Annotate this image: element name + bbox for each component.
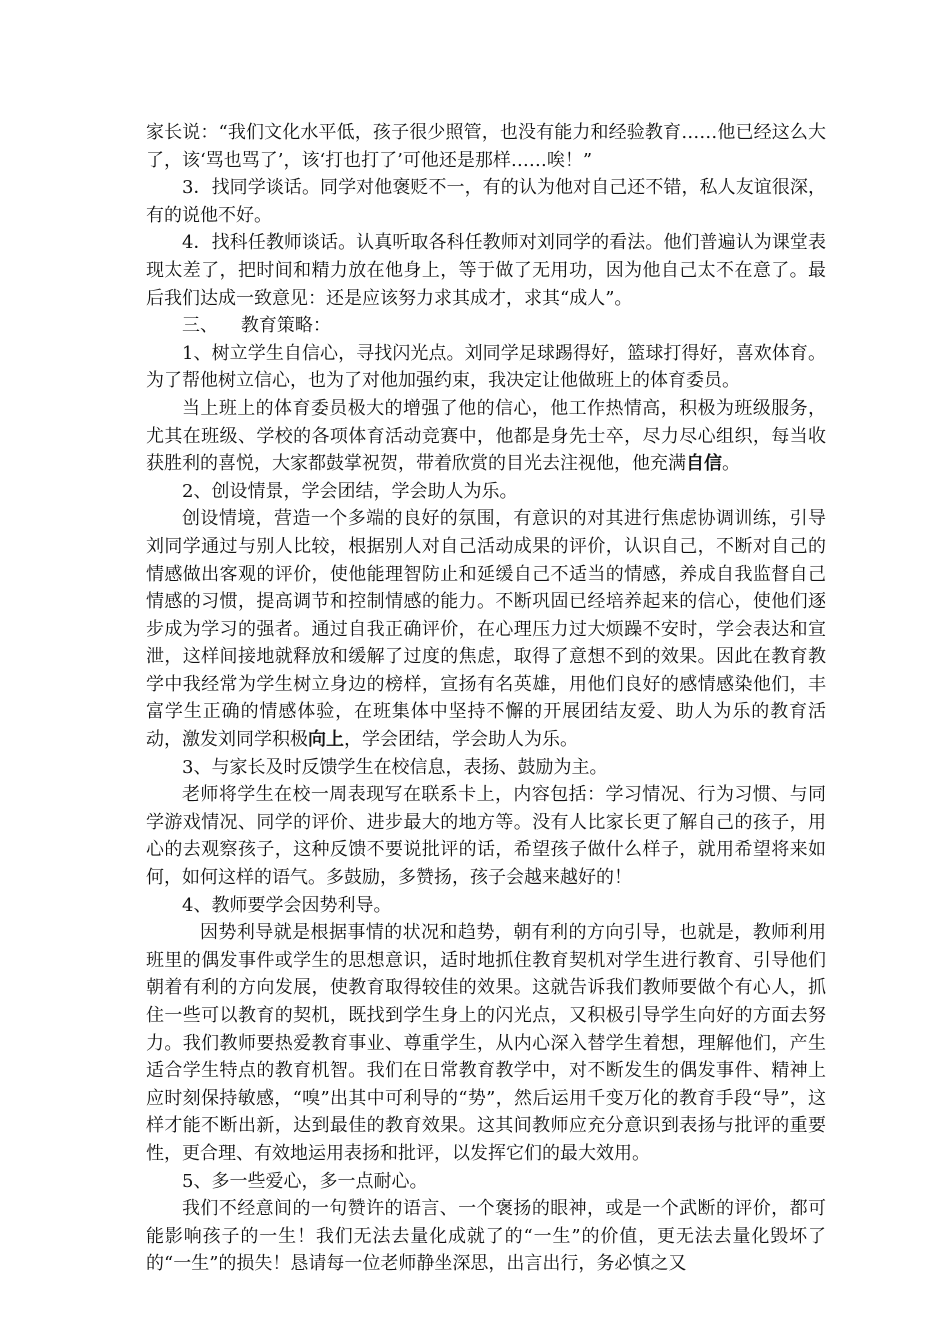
bold-word: 自信 bbox=[686, 453, 722, 475]
paragraph-contact-card: 老师将学生在校一周表现写在联系卡上，内容包括：学习情况、行为习惯、与同学游戏情况、同学的评价、进步最大的地方等。没有人比家长更了解自己的孩子，用心的去观察孩子，这种反馈不要说批评的话，希望孩子做什么样子，就用希望将来如何，如何这样的语气。多鼓励，多赞扬，孩子会越来越好的！ bbox=[146, 784, 826, 889]
paragraph-text-end: 。 bbox=[722, 453, 740, 475]
paragraph-parent-quote: 家长说：“我们文化水平低，孩子很少照管，也没有能力和经验教育……他已经这么大了，该‘骂也骂了’，该‘打也打了’可他还是那样……唉！” bbox=[146, 122, 826, 171]
paragraph-guidance: 因势利导就是根据事情的状况和趋势，朝有利的方向引导，也就是，教师利用班里的偶发事件或学生的思想意识，适时地抓住教育契机对学生进行教育、引导他们朝着有利的方向发展，使教育取得较佳的效果。这就告诉我们教师要做个有心人，抓住一些可以教育的契机，既找到学生身上的闪光点，又积极引导学生向好的方面去努力。我们教师要热爱教育事业、尊重学生，从内心深入替学生着想，理解他们，产生适合学生特点的教育机智。我们在日常教育教学中，对不断发生的偶发事件、精神上应时刻保持敏感，“嗅”出其中可利导的“势”，然后运用千变万化的教育手段“导”，这样才能不断出新，达到最佳的教育效果。这其间教师应充分意识到表扬与批评的重要性，更合理、有效地运用表扬和批评，以发挥它们的最大效用。 bbox=[146, 922, 826, 1164]
strategy-4-heading: 4、教师要学会因势利导。 bbox=[182, 894, 392, 916]
document-body bbox=[146, 119, 826, 1278]
paragraph-talk-classmates: 3．找同学谈话。同学对他褒贬不一，有的认为他对自己还不错，私人友谊很深，有的说他不好。 bbox=[146, 177, 826, 226]
strategy-3-heading: 3、与家长及时反馈学生在校信息，表扬、鼓励为主。 bbox=[182, 756, 608, 778]
paragraph-sports-committee bbox=[146, 395, 826, 478]
section-heading-strategy: 三、 教育策略： bbox=[182, 315, 331, 337]
paragraph-love-patience: 我们不经意间的一句赞许的语言、一个褒扬的眼神，或是一个武断的评价，都可能影响孩子的一生！我们无法去量化成就了的“一生”的价值，更无法去量化毁坏了的“一生”的损失！恳请每一位老师静坐深思，出言出行，务必慎之又 bbox=[146, 1198, 826, 1275]
strategy-2-heading: 2、创设情景，学会团结，学会助人为乐。 bbox=[182, 480, 518, 502]
paragraph-talk-teachers: 4．找科任教师谈话。认真听取各科任教师对刘同学的看法。他们普遍认为课堂表现太差了，把时间和精力放在他身上，等于做了无用功，因为他自己太不在意了。最后我们达成一致意见：还是应该努力求其成才，求其“成人”。 bbox=[146, 232, 826, 309]
paragraph-text: 当上班上的体育委员极大的增强了他的信心，他工作热情高，积极为班级服务，尤其在班级、学校的各项体育活动竞赛中，他都是身先士卒，尽力尽心组织，每当收获胜利的喜悦，大家都鼓掌祝贺，带着欣赏的目光去注视他，他充满 bbox=[146, 397, 826, 475]
strategy-5-heading: 5、多一些爱心，多一点耐心。 bbox=[182, 1170, 428, 1192]
paragraph-text: 创设情境，营造一个多端的良好的氛围，有意识的对其进行焦虑协调训练，引导刘同学通过与别人比较，根据别人对自己活动成果的评价，认识自己，不断对自己的情感做出客观的评价，使他能理智防止和延缓自己不适当的情感，养成自我监督自己情感的习惯，提高调节和控制情感的能力。不断巩固已经培养起来的信心，使他们逐步成为学习的强者。通过自我正确评价，在心理压力过大烦躁不安时，学会表达和宣泄，这样间接地就释放和缓解了过度的焦虑，取得了意想不到的效果。因此在教育教学中我经常为学生树立身边的榜样，宣扬有名英雄，用他们良好的感情感染他们，丰富学生正确的情感体验，在班集体中坚持不懈的开展团结友爱、助人为乐的教育活动，激发刘同学积极 bbox=[146, 508, 826, 751]
strategy-1-heading: 1、树立学生自信心，寻找闪光点。刘同学足球踢得好，篮球打得好，喜欢体育。为了帮他树立信心，也为了对他加强约束，我决定让他做班上的体育委员。 bbox=[146, 342, 826, 392]
bold-word: 向上 bbox=[308, 729, 344, 751]
paragraph-text-end: ，学会团结，学会助人为乐。 bbox=[344, 729, 578, 751]
paragraph-create-situation bbox=[146, 505, 826, 753]
